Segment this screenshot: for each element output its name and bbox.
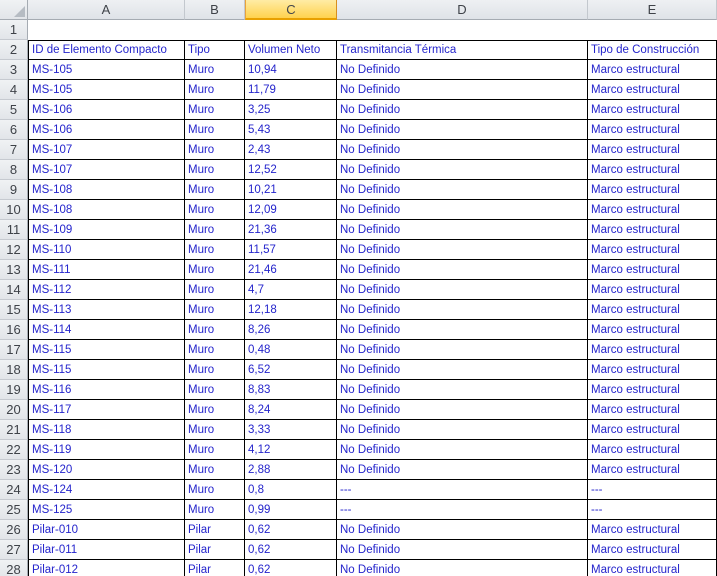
cell-E23[interactable]: Marco estructural bbox=[588, 460, 717, 480]
cell-A12[interactable]: MS-110 bbox=[28, 240, 185, 260]
cell-B20[interactable]: Muro bbox=[185, 400, 245, 420]
cell-C7[interactable]: 2,43 bbox=[245, 140, 337, 160]
sheet-row-16 bbox=[0, 320, 717, 340]
column-header-B[interactable]: B bbox=[185, 0, 245, 20]
cell-C6[interactable]: 5,43 bbox=[245, 120, 337, 140]
cell-D28[interactable]: No Definido bbox=[337, 560, 588, 576]
cell-D3[interactable]: No Definido bbox=[337, 60, 588, 80]
cell-A13[interactable]: MS-111 bbox=[28, 260, 185, 280]
cell-A23[interactable]: MS-120 bbox=[28, 460, 185, 480]
cell-E24[interactable]: --- bbox=[588, 480, 717, 500]
cell-B21[interactable]: Muro bbox=[185, 420, 245, 440]
sheet-row-2 bbox=[0, 40, 717, 60]
cell-E6[interactable]: Marco estructural bbox=[588, 120, 717, 140]
cell-C11[interactable]: 21,36 bbox=[245, 220, 337, 240]
cell-D19[interactable]: No Definido bbox=[337, 380, 588, 400]
cell-C12[interactable]: 11,57 bbox=[245, 240, 337, 260]
column-header-E[interactable]: E bbox=[588, 0, 717, 20]
sheet-row-1 bbox=[0, 20, 717, 40]
cell-E25[interactable]: --- bbox=[588, 500, 717, 520]
sheet-row-26 bbox=[0, 520, 717, 540]
row-header-17[interactable]: 17 bbox=[0, 340, 28, 360]
row-header-11[interactable]: 11 bbox=[0, 220, 28, 240]
row-header-18[interactable]: 18 bbox=[0, 360, 28, 380]
cell-E26[interactable]: Marco estructural bbox=[588, 520, 717, 540]
sheet-row-24 bbox=[0, 480, 717, 500]
cell-C5[interactable]: 3,25 bbox=[245, 100, 337, 120]
cell-B11[interactable]: Muro bbox=[185, 220, 245, 240]
row-header-26[interactable]: 26 bbox=[0, 520, 28, 540]
cell-A9[interactable]: MS-108 bbox=[28, 180, 185, 200]
row-header-27[interactable]: 27 bbox=[0, 540, 28, 560]
cell-D13[interactable]: No Definido bbox=[337, 260, 588, 280]
sheet-row-10 bbox=[0, 200, 717, 220]
cell-B3[interactable]: Muro bbox=[185, 60, 245, 80]
select-all-triangle-icon bbox=[14, 6, 25, 17]
cell-D23[interactable]: No Definido bbox=[337, 460, 588, 480]
cell-B4[interactable]: Muro bbox=[185, 80, 245, 100]
sheet-row-21 bbox=[0, 420, 717, 440]
cell-B25[interactable]: Muro bbox=[185, 500, 245, 520]
row-header-7[interactable]: 7 bbox=[0, 140, 28, 160]
cell-A17[interactable]: MS-115 bbox=[28, 340, 185, 360]
cell-E14[interactable]: Marco estructural bbox=[588, 280, 717, 300]
cell-A10[interactable]: MS-108 bbox=[28, 200, 185, 220]
cell-D15[interactable]: No Definido bbox=[337, 300, 588, 320]
cell-B12[interactable]: Muro bbox=[185, 240, 245, 260]
column-header-row bbox=[0, 0, 717, 20]
cell-B23[interactable]: Muro bbox=[185, 460, 245, 480]
cell-E19[interactable]: Marco estructural bbox=[588, 380, 717, 400]
cell-C27[interactable]: 0,62 bbox=[245, 540, 337, 560]
sheet-row-17 bbox=[0, 340, 717, 360]
sheet-row-19 bbox=[0, 380, 717, 400]
cell-A26[interactable]: Pilar-010 bbox=[28, 520, 185, 540]
cell-C3[interactable]: 10,94 bbox=[245, 60, 337, 80]
cell-D4[interactable]: No Definido bbox=[337, 80, 588, 100]
cell-D26[interactable]: No Definido bbox=[337, 520, 588, 540]
cell-A2[interactable]: ID de Elemento Compacto bbox=[28, 40, 185, 60]
cell-D7[interactable]: No Definido bbox=[337, 140, 588, 160]
cell-D20[interactable]: No Definido bbox=[337, 400, 588, 420]
cell-D25[interactable]: --- bbox=[337, 500, 588, 520]
cell-E8[interactable]: Marco estructural bbox=[588, 160, 717, 180]
column-header-A[interactable]: A bbox=[28, 0, 185, 20]
cell-C9[interactable]: 10,21 bbox=[245, 180, 337, 200]
cell-A5[interactable]: MS-106 bbox=[28, 100, 185, 120]
row-header-19[interactable]: 19 bbox=[0, 380, 28, 400]
cell-C2[interactable]: Volumen Neto bbox=[245, 40, 337, 60]
cell-B9[interactable]: Muro bbox=[185, 180, 245, 200]
cell-A27[interactable]: Pilar-011 bbox=[28, 540, 185, 560]
cell-D5[interactable]: No Definido bbox=[337, 100, 588, 120]
cell-E13[interactable]: Marco estructural bbox=[588, 260, 717, 280]
cell-C4[interactable]: 11,79 bbox=[245, 80, 337, 100]
cell-B14[interactable]: Muro bbox=[185, 280, 245, 300]
cell-C20[interactable]: 8,24 bbox=[245, 400, 337, 420]
cell-A4[interactable]: MS-105 bbox=[28, 80, 185, 100]
cell-E21[interactable]: Marco estructural bbox=[588, 420, 717, 440]
sheet-row-7 bbox=[0, 140, 717, 160]
cell-B18[interactable]: Muro bbox=[185, 360, 245, 380]
sheet-row-11 bbox=[0, 220, 717, 240]
cell-E15[interactable]: Marco estructural bbox=[588, 300, 717, 320]
cell-A20[interactable]: MS-117 bbox=[28, 400, 185, 420]
cell-A24[interactable]: MS-124 bbox=[28, 480, 185, 500]
cell-A21[interactable]: MS-118 bbox=[28, 420, 185, 440]
cell-E22[interactable]: Marco estructural bbox=[588, 440, 717, 460]
cell-C16[interactable]: 8,26 bbox=[245, 320, 337, 340]
cell-C1[interactable] bbox=[245, 20, 337, 40]
cell-B6[interactable]: Muro bbox=[185, 120, 245, 140]
cell-A6[interactable]: MS-106 bbox=[28, 120, 185, 140]
sheet-row-4 bbox=[0, 80, 717, 100]
cell-D16[interactable]: No Definido bbox=[337, 320, 588, 340]
cell-E10[interactable]: Marco estructural bbox=[588, 200, 717, 220]
row-header-24[interactable]: 24 bbox=[0, 480, 28, 500]
cell-C25[interactable]: 0,99 bbox=[245, 500, 337, 520]
cell-D21[interactable]: No Definido bbox=[337, 420, 588, 440]
row-header-2[interactable]: 2 bbox=[0, 40, 28, 60]
cell-C19[interactable]: 8,83 bbox=[245, 380, 337, 400]
cell-C15[interactable]: 12,18 bbox=[245, 300, 337, 320]
cell-E17[interactable]: Marco estructural bbox=[588, 340, 717, 360]
cell-E2[interactable]: Tipo de Construcción bbox=[588, 40, 717, 60]
sheet-row-27 bbox=[0, 540, 717, 560]
cell-E11[interactable]: Marco estructural bbox=[588, 220, 717, 240]
cell-C28[interactable]: 0,62 bbox=[245, 560, 337, 576]
row-header-23[interactable]: 23 bbox=[0, 460, 28, 480]
sheet-row-15 bbox=[0, 300, 717, 320]
cell-B2[interactable]: Tipo bbox=[185, 40, 245, 60]
row-header-12[interactable]: 12 bbox=[0, 240, 28, 260]
sheet-row-5 bbox=[0, 100, 717, 120]
row-header-9[interactable]: 9 bbox=[0, 180, 28, 200]
cell-E5[interactable]: Marco estructural bbox=[588, 100, 717, 120]
cell-A1[interactable] bbox=[28, 20, 185, 40]
cell-D12[interactable]: No Definido bbox=[337, 240, 588, 260]
column-header-D[interactable]: D bbox=[337, 0, 588, 20]
cell-E1[interactable] bbox=[588, 20, 717, 40]
sheet-row-9 bbox=[0, 180, 717, 200]
cell-E18[interactable]: Marco estructural bbox=[588, 360, 717, 380]
sheet-row-3 bbox=[0, 60, 717, 80]
cell-C22[interactable]: 4,12 bbox=[245, 440, 337, 460]
cell-A28[interactable]: Pilar-012 bbox=[28, 560, 185, 576]
cell-A18[interactable]: MS-115 bbox=[28, 360, 185, 380]
cell-B10[interactable]: Muro bbox=[185, 200, 245, 220]
cell-D18[interactable]: No Definido bbox=[337, 360, 588, 380]
cell-D1[interactable] bbox=[337, 20, 588, 40]
row-header-8[interactable]: 8 bbox=[0, 160, 28, 180]
sheet-row-12 bbox=[0, 240, 717, 260]
row-header-15[interactable]: 15 bbox=[0, 300, 28, 320]
cell-B28[interactable]: Pilar bbox=[185, 560, 245, 576]
row-header-16[interactable]: 16 bbox=[0, 320, 28, 340]
cell-C17[interactable]: 0,48 bbox=[245, 340, 337, 360]
cell-D17[interactable]: No Definido bbox=[337, 340, 588, 360]
cell-A22[interactable]: MS-119 bbox=[28, 440, 185, 460]
cell-C13[interactable]: 21,46 bbox=[245, 260, 337, 280]
cell-A19[interactable]: MS-116 bbox=[28, 380, 185, 400]
cell-E20[interactable]: Marco estructural bbox=[588, 400, 717, 420]
cell-D11[interactable]: No Definido bbox=[337, 220, 588, 240]
cell-D14[interactable]: No Definido bbox=[337, 280, 588, 300]
cell-D8[interactable]: No Definido bbox=[337, 160, 588, 180]
row-header-10[interactable]: 10 bbox=[0, 200, 28, 220]
sheet-row-20 bbox=[0, 400, 717, 420]
cell-B7[interactable]: Muro bbox=[185, 140, 245, 160]
row-header-13[interactable]: 13 bbox=[0, 260, 28, 280]
cell-D27[interactable]: No Definido bbox=[337, 540, 588, 560]
cell-B27[interactable]: Pilar bbox=[185, 540, 245, 560]
sheet-row-25 bbox=[0, 500, 717, 520]
cell-B16[interactable]: Muro bbox=[185, 320, 245, 340]
column-header-C[interactable]: C bbox=[245, 0, 337, 20]
cell-D10[interactable]: No Definido bbox=[337, 200, 588, 220]
cell-B22[interactable]: Muro bbox=[185, 440, 245, 460]
cell-A14[interactable]: MS-112 bbox=[28, 280, 185, 300]
sheet-row-8 bbox=[0, 160, 717, 180]
cell-C10[interactable]: 12,09 bbox=[245, 200, 337, 220]
cell-B15[interactable]: Muro bbox=[185, 300, 245, 320]
cell-B24[interactable]: Muro bbox=[185, 480, 245, 500]
cell-D6[interactable]: No Definido bbox=[337, 120, 588, 140]
row-header-21[interactable]: 21 bbox=[0, 420, 28, 440]
row-header-1[interactable]: 1 bbox=[0, 20, 28, 40]
cell-C8[interactable]: 12,52 bbox=[245, 160, 337, 180]
cell-A8[interactable]: MS-107 bbox=[28, 160, 185, 180]
cell-E12[interactable]: Marco estructural bbox=[588, 240, 717, 260]
cell-B1[interactable] bbox=[185, 20, 245, 40]
cell-E4[interactable]: Marco estructural bbox=[588, 80, 717, 100]
cell-B5[interactable]: Muro bbox=[185, 100, 245, 120]
cell-A3[interactable]: MS-105 bbox=[28, 60, 185, 80]
cell-C26[interactable]: 0,62 bbox=[245, 520, 337, 540]
row-header-22[interactable]: 22 bbox=[0, 440, 28, 460]
cell-D22[interactable]: No Definido bbox=[337, 440, 588, 460]
cell-E16[interactable]: Marco estructural bbox=[588, 320, 717, 340]
row-header-14[interactable]: 14 bbox=[0, 280, 28, 300]
cell-A16[interactable]: MS-114 bbox=[28, 320, 185, 340]
cell-A7[interactable]: MS-107 bbox=[28, 140, 185, 160]
cell-C23[interactable]: 2,88 bbox=[245, 460, 337, 480]
cell-B8[interactable]: Muro bbox=[185, 160, 245, 180]
row-header-3[interactable]: 3 bbox=[0, 60, 28, 80]
cell-E3[interactable]: Marco estructural bbox=[588, 60, 717, 80]
sheet-row-18 bbox=[0, 360, 717, 380]
cell-E28[interactable]: Marco estructural bbox=[588, 560, 717, 576]
row-header-6[interactable]: 6 bbox=[0, 120, 28, 140]
cell-D9[interactable]: No Definido bbox=[337, 180, 588, 200]
sheet-row-23 bbox=[0, 460, 717, 480]
cell-C14[interactable]: 4,7 bbox=[245, 280, 337, 300]
sheet-row-28 bbox=[0, 560, 717, 576]
cell-B26[interactable]: Pilar bbox=[185, 520, 245, 540]
cell-C18[interactable]: 6,52 bbox=[245, 360, 337, 380]
cell-E27[interactable]: Marco estructural bbox=[588, 540, 717, 560]
cell-B19[interactable]: Muro bbox=[185, 380, 245, 400]
cell-C21[interactable]: 3,33 bbox=[245, 420, 337, 440]
cell-A11[interactable]: MS-109 bbox=[28, 220, 185, 240]
sheet-rows bbox=[0, 20, 717, 576]
cell-D2[interactable]: Transmitancia Térmica bbox=[337, 40, 588, 60]
cell-E7[interactable]: Marco estructural bbox=[588, 140, 717, 160]
row-header-4[interactable]: 4 bbox=[0, 80, 28, 100]
cell-D24[interactable]: --- bbox=[337, 480, 588, 500]
cell-A25[interactable]: MS-125 bbox=[28, 500, 185, 520]
cell-A15[interactable]: MS-113 bbox=[28, 300, 185, 320]
row-header-25[interactable]: 25 bbox=[0, 500, 28, 520]
cell-C24[interactable]: 0,8 bbox=[245, 480, 337, 500]
select-all-corner[interactable] bbox=[0, 0, 28, 20]
sheet-row-14 bbox=[0, 280, 717, 300]
cell-E9[interactable]: Marco estructural bbox=[588, 180, 717, 200]
sheet-row-22 bbox=[0, 440, 717, 460]
cell-B13[interactable]: Muro bbox=[185, 260, 245, 280]
row-header-20[interactable]: 20 bbox=[0, 400, 28, 420]
sheet-row-6 bbox=[0, 120, 717, 140]
row-header-28[interactable]: 28 bbox=[0, 560, 28, 576]
sheet-row-13 bbox=[0, 260, 717, 280]
cell-B17[interactable]: Muro bbox=[185, 340, 245, 360]
row-header-5[interactable]: 5 bbox=[0, 100, 28, 120]
